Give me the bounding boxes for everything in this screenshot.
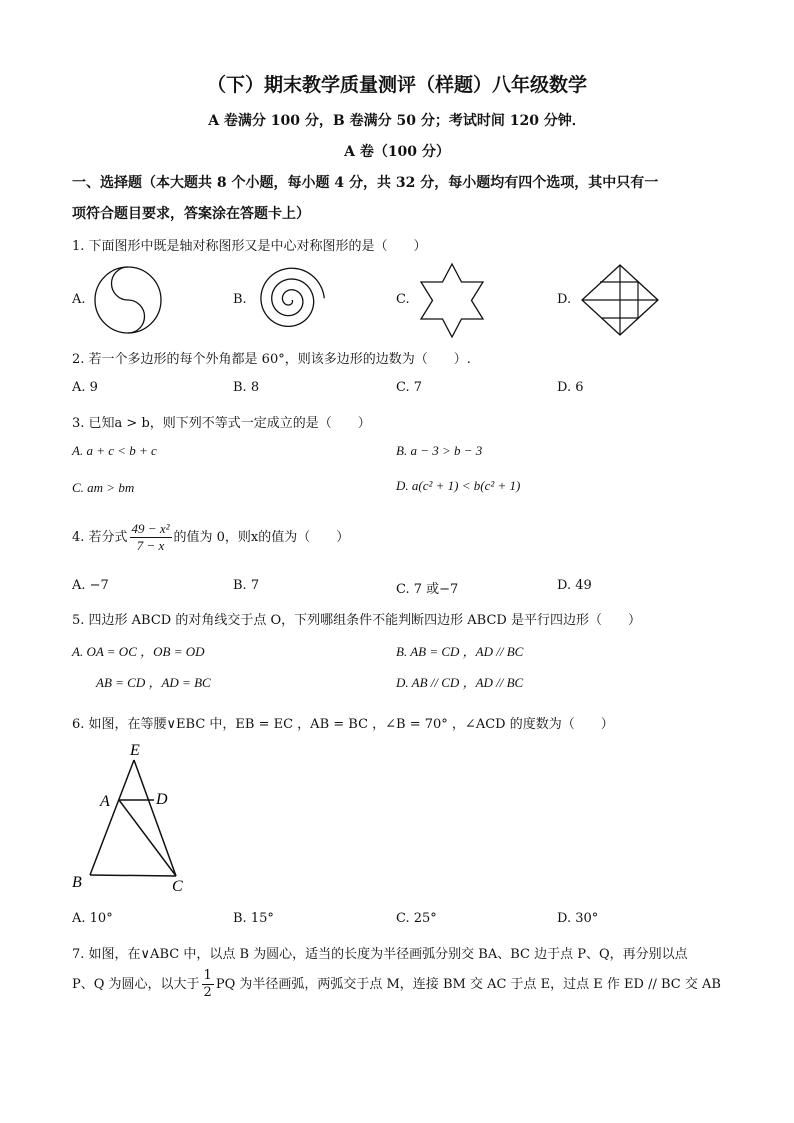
q4-option-c: C. 7 或−7 [396, 582, 459, 597]
question-2-stem: 2. 若一个多边形的每个外角都是 60°，则该多边形的边数为（ ）. [72, 352, 471, 367]
label-c: C [172, 878, 183, 895]
q6-option-c: C. 25° [396, 911, 437, 926]
q3-option-d: D. a(c² + 1) < b(c² + 1) [396, 478, 521, 493]
label-b: B [72, 874, 82, 891]
page-title: （下）期末教学质量测评（样题）八年级数学 [206, 74, 587, 96]
q4-option-a: A. −7 [72, 578, 109, 593]
q3-option-a: A. a + c < b + c [72, 443, 157, 458]
q1-option-c-label: C. [396, 292, 410, 307]
q2-option-a: A. 9 [72, 380, 98, 395]
question-3-stem: 3. 已知a > b，则下列不等式一定成立的是（ ） [72, 416, 371, 431]
question-4-stem: 4. 若分式 $\frac{\text{49 − x²}}{7 - x}$ 的值为 0，则x的值为（ ） [72, 521, 350, 553]
q3-option-b: B. a − 3 > b − 3 [396, 443, 483, 458]
half-fraction: $\frac{1}{2}$ [203, 968, 212, 1000]
spiral-figure [254, 264, 326, 336]
yin-yang-figure [92, 264, 164, 336]
label-d: D [156, 791, 168, 808]
question-7-line2: P、Q 为圆心，以大于 $\frac{1}{2}$ PQ 为半径画弧，两弧交于点 M，连接 BM 交 AC 于点 E，过点 E 作 ED // BC 交 AB [72, 968, 721, 1000]
question-6-stem: 6. 如图，在等腰∨EBC 中，EB = EC ，AB = BC ，∠B = 70° ，∠ACD 的度数为（ ） [72, 717, 614, 732]
q3-option-c: C. am > bm [72, 480, 135, 495]
q6-option-d: D. 30° [557, 911, 599, 926]
label-e: E [130, 742, 140, 759]
q2-option-c: C. 7 [396, 380, 423, 395]
q5-option-a: A. OA = OC ，OB = OD [72, 644, 205, 659]
exam-info: A 卷满分 100 分，B 卷满分 50 分；考试时间 120 分钟． [208, 113, 586, 129]
q5-option-c: AB = CD ，AD = BC [96, 675, 211, 690]
section-a-heading: A 卷（100 分） [344, 144, 450, 160]
question-1-stem: 1. 下面图形中既是轴对称图形又是中心对称图形的是（ ） [72, 239, 427, 254]
q4-option-d: D. 49 [557, 578, 592, 593]
fraction-expression: $\frac{\text{49 − x²}}{7 - x}$ [131, 521, 170, 553]
q1-option-d-label: D. [557, 292, 572, 307]
pinwheel-square-figure [580, 264, 660, 336]
section-instructions-line2: 项符合题目要求，答案涂在答题卡上） [72, 206, 310, 222]
q1-option-a-label: A. [72, 292, 86, 307]
triangle-ebc-figure [70, 738, 200, 898]
section-instructions-line1: 一、选择题（本大题共 8 个小题，每小题 4 分，共 32 分，每小题均有四个选项，其中只有一 [72, 175, 659, 191]
q5-option-b: B. AB = CD ，AD // BC [396, 644, 524, 659]
q6-option-a: A. 10° [72, 911, 113, 926]
q6-option-b: B. 15° [233, 911, 274, 926]
q5-option-d: D. AB // CD ，AD // BC [396, 675, 524, 690]
q2-option-d: D. 6 [557, 380, 584, 395]
six-point-star-figure [414, 262, 490, 340]
q1-option-b-label: B. [233, 292, 247, 307]
question-5-stem: 5. 四边形 ABCD 的对角线交于点 O，下列哪组条件不能判断四边形 ABCD 是平行四边形（ ） [72, 613, 641, 628]
question-7-line1: 7. 如图，在∨ABC 中，以点 B 为圆心，适当的长度为半径画弧分别交 BA、BC 边于点 P、Q，再分别以点 [72, 947, 688, 962]
label-a: A [100, 793, 110, 810]
q2-option-b: B. 8 [233, 380, 260, 395]
q4-option-b: B. 7 [233, 578, 260, 593]
